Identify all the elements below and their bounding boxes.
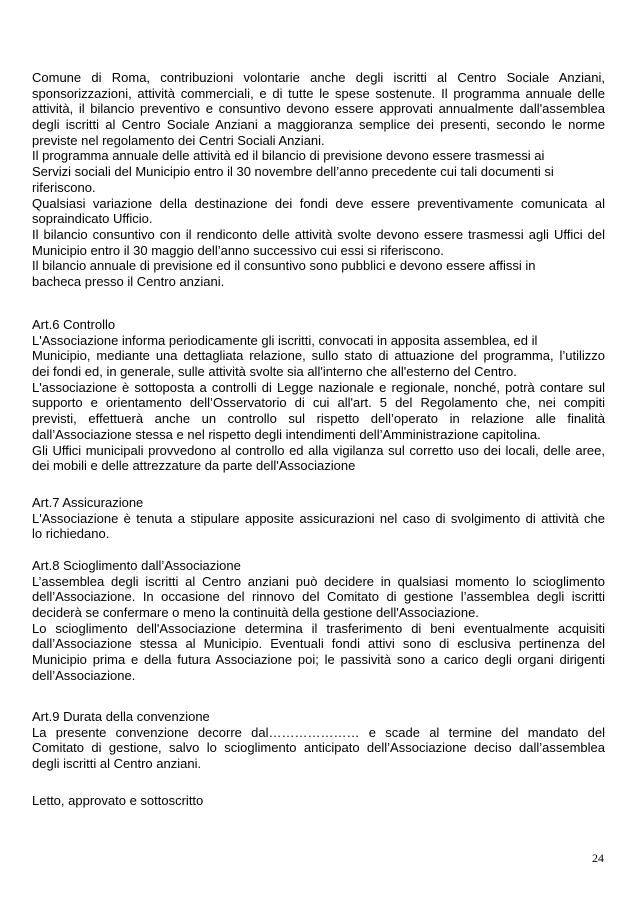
text-line: dei mobili e delle attrezzature da parte dell'Associazione [32,458,356,474]
article-title: Art.9 Durata della convenzione [32,709,210,724]
text-line: Il bilancio consuntivo con il rendiconto delle attività svolte devono essere trasmessi agli Uffici del [32,226,605,242]
article-9-durata [32,709,605,772]
article-7-assicurazione [32,495,605,542]
text-line: previsti, effettuerà anche un controllo sul rispetto dell’operato in relazione alle finalità [32,411,605,427]
text-line: lo richiedano. [32,526,110,542]
closing-line: Letto, approvato e sottoscritto [32,793,204,808]
page-number: 24 [592,851,604,865]
text-line: bacheca presso il Centro anziani. [32,273,225,289]
text-line: L’assemblea degli iscritti al Centro anziani può decidere in qualsiasi momento lo scioglimento [32,573,605,589]
text-line: Municipio, mediante una dettagliata relazione, sullo stato di attuazione del programma, l’utilizzo [32,348,605,364]
text-line: dall’Associazione stessa e nel rispetto degli intendimenti dell’Amministrazione capitolina. [32,426,541,442]
text-line: L'Associazione informa periodicamente gli iscritti, convocati in apposita assemblea, ed il [32,332,538,348]
text-line: Municipio prima e della futura Associazione poi; le passività sono a carico degli organi dirigenti [32,652,605,668]
closing-statement [32,793,605,809]
text-line: dell’Associazione. In occasione del rinnovo del Comitato di gestione l’assemblea degli iscritti [32,589,605,605]
text-line: degli iscritti al Centro anziani. [32,756,202,772]
text-line: Il programma annuale delle attività ed il bilancio di previsione devono essere trasmessi ai [32,148,545,164]
text-line: Comune di Roma, contribuzioni volontarie anche degli iscritti al Centro Sociale Anziani, [32,70,605,85]
text-line: Qualsiasi variazione della destinazione dei fondi deve essere preventivamente comunicata al [32,195,605,211]
text-line: attività, il bilancio preventivo e consuntivo devono essere approvati annualmente dall'assemblea [32,101,605,117]
text-line: dei fondi ed, in generale, sulle attività svolte sia all'interno che all'esterno del Centro. [32,364,517,380]
article-8-scioglimento [32,558,605,684]
text-line: L'associazione è sottoposta a controlli di Legge nazionale e regionale, nonché, potrà contare sul [32,379,605,395]
text-line: sopraindicato Ufficio. [32,211,153,227]
text-line: degli iscritti al Centro Sociale Anziani a maggioranza semplice dei presenti, secondo le norme [32,117,605,133]
text-line: dell’Associazione. [32,667,136,683]
text-line: La presente convenzione decorre dal………………… e scade al termine del mandato del [32,724,605,740]
text-line: previste nel regolamento dei Centri Sociali Anziani. [32,132,325,148]
article-title: Art.6 Controllo [32,317,116,332]
text-line: L'Associazione è tenuta a stipulare apposite assicurazioni nel caso di svolgimento di attività che [32,510,605,526]
article-title: Art.7 Assicurazione [32,495,144,510]
text-line: Municipio entro il 30 maggio dell’anno successivo cui essi si riferiscono. [32,242,444,258]
article-title: Art.8 Scioglimento dall’Associazione [32,558,241,573]
article-6-controllo [32,317,605,474]
text-line: Comitato di gestione, salvo lo scioglimento anticipato dell’Associazione deciso dall’assemblea [32,740,605,756]
text-line: Lo scioglimento dell'Associazione determina il trasferimento di beni eventualmente acquisiti [32,620,605,636]
text-line: Gli Uffici municipali provvedono al controllo ed alla vigilanza sul corretto uso dei locali, delle aree, [32,442,605,458]
text-line: sponsorizzazioni, attività commerciali, e di tutte le spese sostenute. Il programma annuale delle [32,85,605,101]
text-line: Servizi sociali del Municipio entro il 30 novembre dell’anno precedente cui tali documenti si [32,164,554,180]
intro-paragraphs [32,70,605,290]
text-line: Il bilancio annuale di previsione ed il consuntivo sono pubblici e devono essere affissi in [32,258,536,274]
text-line: supporto e orientamento dell’Osservatorio di cui all'art. 5 del Regolamento che, nei compiti [32,395,605,411]
text-line: dall’Associazione stessa al Municipio. Eventuali fondi attivi sono di esclusiva pertinenza del [32,636,605,652]
text-line: riferiscono. [32,179,96,195]
text-line: deciderà se confermare o meno la continuità della gestione dell'Associazione. [32,605,479,621]
